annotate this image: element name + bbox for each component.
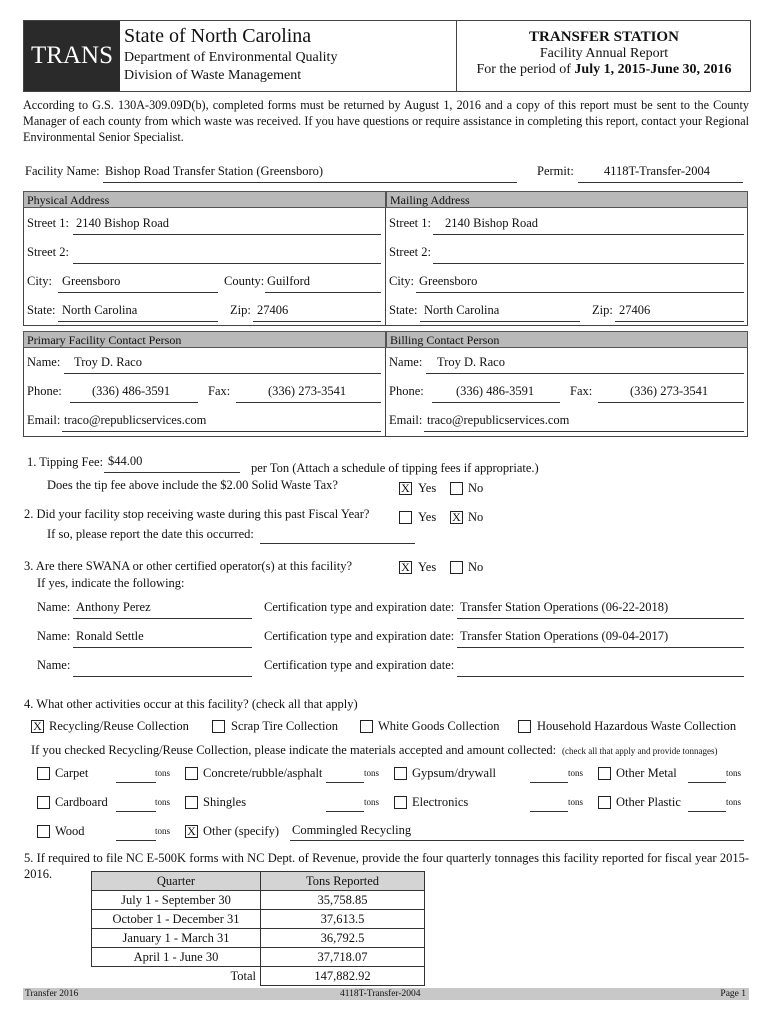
phys-county-label: County: [224,274,265,288]
q3-yes-label: Yes [418,560,437,574]
table-row [92,948,425,967]
material-tons-line [116,811,156,812]
facility-name-underline [103,182,517,183]
permit-value[interactable]: 4118T-Transfer-2004 [604,164,710,178]
primary-name-line [64,373,381,374]
operator-cert-label: Certification type and expiration date: [264,600,455,614]
billing-email-value[interactable]: traco@republicservices.com [427,413,570,427]
mail-zip-value[interactable]: 27406 [619,303,651,317]
q1-label: 1. Tipping Fee: [27,455,104,469]
mail-street2-label: Street 2: [389,245,432,259]
page-footer [23,988,749,1000]
q3-subquestion: If yes, indicate the following: [37,576,185,590]
address-divider [385,208,386,326]
operator-cert-line [457,676,744,677]
phys-zip-label: Zip: [230,303,251,317]
q3-yes-checkbox[interactable]: X [399,561,412,574]
table-row [92,891,425,910]
operator-name-value[interactable]: Ronald Settle [76,629,144,643]
primary-phone-label: Phone: [27,384,62,398]
activity-label: Scrap Tire Collection [231,719,338,733]
q2-no-checkbox[interactable]: X [450,511,463,524]
material-label: Other Plastic [616,795,681,809]
primary-email-label: Email: [27,413,61,427]
other-specify-value[interactable]: Commingled Recycling [292,823,412,837]
material-checkbox[interactable] [185,767,198,780]
total-row [92,967,425,986]
permit-label: Permit: [537,164,574,178]
q4-label: 4. What other activities occur at this facility? (check all that apply) [24,697,358,711]
material-label: Gypsum/drywall [412,766,497,780]
mail-zip-label: Zip: [592,303,613,317]
q2-label: 2. Did your facility stop receiving waste during this past Fiscal Year? [24,507,370,521]
col-tons-header: Tons Reported [261,872,425,891]
contact-divider [385,348,386,437]
tons-unit: tons [568,797,584,807]
material-checkbox[interactable] [37,825,50,838]
material-tons-line [116,840,156,841]
primary-name-label: Name: [27,355,61,369]
table-row [92,929,425,948]
q3-label: 3. Are there SWANA or other certified operator(s) at this facility? [24,559,353,573]
mail-street2-line [433,263,744,264]
primary-name-value[interactable]: Troy D. Raco [74,355,142,369]
phys-zip-value[interactable]: 27406 [257,303,289,317]
phys-county-value[interactable]: Guilford [267,274,311,288]
tons-cell[interactable]: 37,718.07 [261,948,425,967]
operator-name-value[interactable]: Anthony Perez [76,600,151,614]
activity-label: Household Hazardous Waste Collection [537,719,737,733]
billing-phone-label: Phone: [389,384,424,398]
tons-cell[interactable]: 35,758.85 [261,891,425,910]
mail-street1-line [433,234,744,235]
material-tons-line [530,811,568,812]
primary-email-line [62,431,381,432]
physical-address-header: Physical Address [23,191,386,208]
quarter-cell: April 1 - June 30 [92,948,261,967]
table-header-row [92,872,425,891]
material-tons-line [116,782,156,783]
quarter-cell: October 1 - December 31 [92,910,261,929]
q3-no-checkbox[interactable] [450,561,463,574]
material-label: Shingles [203,795,247,809]
period-prefix: For the period of [476,62,575,77]
primary-email-value[interactable]: traco@republicservices.com [64,413,207,427]
mail-state-label: State: [389,303,418,317]
primary-phone-line [70,402,198,403]
activity-label: White Goods Collection [378,719,500,733]
q3-no-label: No [468,560,484,574]
tons-unit: tons [155,826,171,836]
table-row [92,910,425,929]
activity-label: Recycling/Reuse Collection [49,719,189,733]
mail-city-line [416,292,744,293]
trans-badge: TRANS [24,21,120,91]
report-title-block [456,21,751,91]
quarter-cell: January 1 - March 31 [92,929,261,948]
intro-text: According to G.S. 130A-309.09D(b), completed forms must be returned by August 1, 2016 and a copy of this report must be sent to the County Manager of each county from which waste was received. If you have questions or require assistance in completing this report, contact your Regional Environmental Senior Specialist. [23,98,749,144]
billing-phone-line [432,402,560,403]
material-label: Carpet [55,766,89,780]
billing-contact-header: Billing Contact Person [386,331,748,348]
material-tons-line [688,782,726,783]
billing-fax-label: Fax: [570,384,593,398]
operator-cert-label: Certification type and expiration date: [264,658,455,672]
mail-zip-line [615,321,744,322]
q1-yes-label: Yes [418,481,437,495]
primary-phone-value[interactable]: (336) 486-3591 [92,384,171,398]
facility-name-label: Facility Name: [25,164,100,178]
material-tons-line [530,782,568,783]
phys-street1-value[interactable]: 2140 Bishop Road [76,216,170,230]
material-label: Wood [55,824,85,838]
q2-date-line [260,543,415,544]
phys-state-value[interactable]: North Carolina [62,303,138,317]
material-tons-line [688,811,726,812]
billing-email-line [424,431,744,432]
period-range: July 1, 2015-June 30, 2016 [574,62,732,77]
tons-unit: tons [364,768,380,778]
material-label: Electronics [412,795,469,809]
materials-prompt: If you checked Recycling/Reuse Collection, please indicate the materials accepted and amount collected: [31,743,557,757]
total-label: Total [92,967,261,986]
material-checkbox[interactable] [394,796,407,809]
material-label: Other (specify) [203,824,280,838]
operator-name-label: Name: [37,600,71,614]
phys-zip-line [253,321,381,322]
phys-street1-label: Street 1: [27,216,70,230]
operator-name-label: Name: [37,658,71,672]
material-checkbox[interactable] [37,767,50,780]
q2-yes-checkbox[interactable] [399,511,412,524]
tons-unit: tons [726,768,742,778]
phys-street2-label: Street 2: [27,245,70,259]
q2-yes-label: Yes [418,510,437,524]
quarterly-tonnage-table [91,871,425,986]
material-checkbox[interactable]: X [185,825,198,838]
activity-checkbox[interactable]: X [31,720,44,733]
footer-page-number: Page 1 [720,989,746,999]
operator-cert-value[interactable]: Transfer Station Operations (06-22-2018) [460,600,669,614]
material-checkbox[interactable] [37,796,50,809]
department-name: Department of Environmental Quality [124,50,338,65]
billing-name-line [426,373,744,374]
division-name: Division of Waste Management [124,68,302,83]
q5-label: 5. If required to file NC E-500K forms with NC Dept. of Revenue, provide the four quarterly tonnages this facility reported for fiscal year 2015-2016. [24,851,749,881]
material-checkbox[interactable] [185,796,198,809]
q2-subquestion: If so, please report the date this occurred: [47,527,254,541]
q1-subquestion: Does the tip fee above include the $2.00 Solid Waste Tax? [47,478,338,492]
operator-cert-value[interactable]: Transfer Station Operations (09-04-2017) [460,629,669,643]
tons-cell[interactable]: 36,792.5 [261,929,425,948]
q1-yes-checkbox[interactable]: X [399,482,412,495]
billing-email-label: Email: [389,413,423,427]
agency-block [124,25,337,84]
mailing-address-header: Mailing Address [386,191,748,208]
material-label: Cardboard [55,795,108,809]
activity-checkbox[interactable] [212,720,225,733]
material-label: Concrete/rubble/asphalt [203,766,323,780]
billing-name-label: Name: [389,355,423,369]
phys-state-label: State: [27,303,56,317]
operator-cert-label: Certification type and expiration date: [264,629,455,643]
billing-fax-line [598,402,744,403]
col-quarter-header: Quarter [92,872,261,891]
mail-state-line [420,321,580,322]
tipping-fee-unit: per Ton (Attach a schedule of tipping fees if appropriate.) [251,461,539,475]
operator-cert-line [457,618,744,619]
phys-city-label: City: [27,274,53,288]
report-title: TRANSFER STATION [529,29,679,45]
mail-street1-value[interactable]: 2140 Bishop Road [445,216,539,230]
phys-state-line [58,321,218,322]
billing-fax-value[interactable]: (336) 273-3541 [630,384,709,398]
footer-permit: 4118T-Transfer-2004 [340,989,421,999]
material-checkbox[interactable] [598,767,611,780]
q1-no-label: No [468,481,484,495]
report-period [457,62,751,78]
quarter-cell: July 1 - September 30 [92,891,261,910]
material-tons-line [326,782,364,783]
tipping-fee-value[interactable]: $44.00 [108,454,143,468]
phys-city-value[interactable]: Greensboro [62,274,121,288]
material-checkbox[interactable] [598,796,611,809]
billing-phone-value[interactable]: (336) 486-3591 [456,384,535,398]
material-label: Other Metal [616,766,677,780]
operator-name-line [73,618,252,619]
activity-checkbox[interactable] [518,720,531,733]
tons-cell[interactable]: 37,613.5 [261,910,425,929]
facility-name-value[interactable]: Bishop Road Transfer Station (Greensboro) [105,164,324,178]
tons-unit: tons [155,768,171,778]
material-checkbox[interactable] [394,767,407,780]
tipping-fee-line [104,472,240,473]
permit-underline [578,182,743,183]
tons-unit: tons [364,797,380,807]
total-value: 147,882.92 [261,967,425,986]
state-name: State of North Carolina [124,25,312,47]
tons-unit: tons [155,797,171,807]
operator-name-line [73,676,252,677]
mail-state-value[interactable]: North Carolina [424,303,500,317]
primary-fax-line [236,402,381,403]
operator-name-label: Name: [37,629,71,643]
operator-name-line [73,647,252,648]
operator-cert-line [457,647,744,648]
primary-fax-label: Fax: [208,384,231,398]
footer-form-name: Transfer 2016 [25,989,79,999]
tons-unit: tons [726,797,742,807]
phys-street2-line [73,263,381,264]
phys-county-line [265,292,381,293]
report-subtitle: Facility Annual Report [539,46,669,61]
mail-city-label: City: [389,274,415,288]
q1-no-checkbox[interactable] [450,482,463,495]
q2-no-label: No [468,510,484,524]
report-header [23,20,751,92]
billing-name-value[interactable]: Troy D. Raco [437,355,505,369]
primary-fax-value[interactable]: (336) 273-3541 [268,384,347,398]
activity-checkbox[interactable] [360,720,373,733]
materials-note: (check all that apply and provide tonnages) [562,746,718,756]
phys-city-line [58,292,218,293]
material-tons-line [326,811,364,812]
mail-city-value[interactable]: Greensboro [419,274,478,288]
tons-unit: tons [568,768,584,778]
mail-street1-label: Street 1: [389,216,432,230]
primary-contact-header: Primary Facility Contact Person [23,331,386,348]
phys-street1-line [73,234,381,235]
other-specify-line [290,840,744,841]
